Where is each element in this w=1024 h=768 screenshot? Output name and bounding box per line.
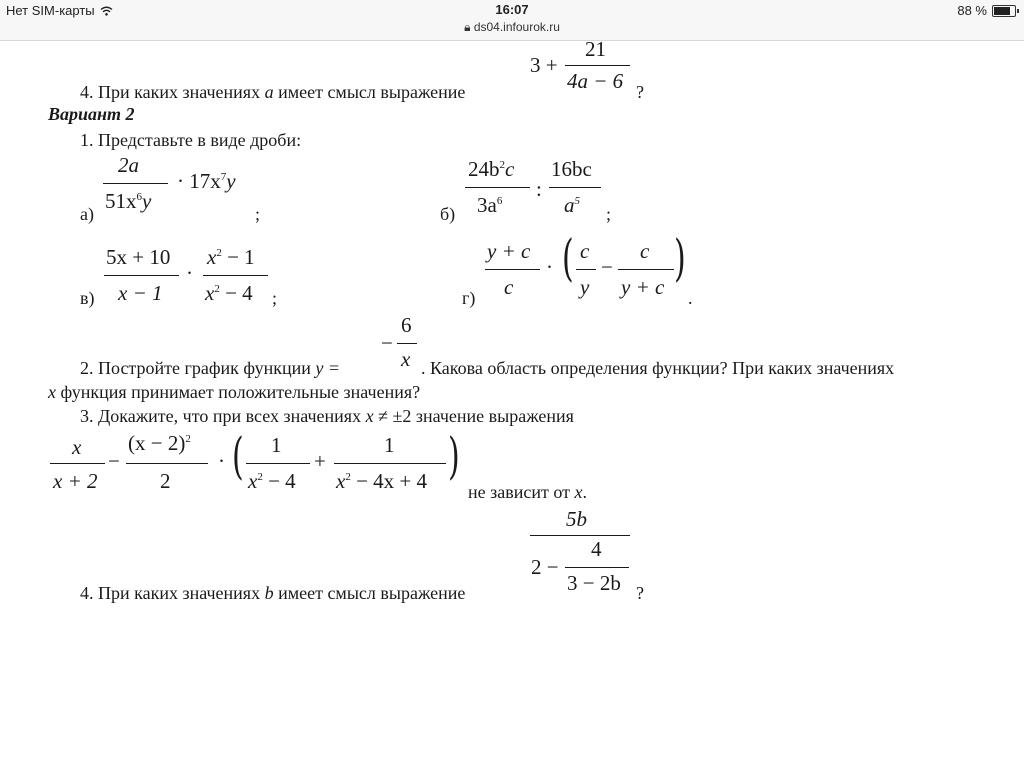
- status-bar: [0, 0, 1024, 41]
- v1-expr-num: 21: [585, 37, 606, 61]
- fraction-bar: [104, 275, 179, 276]
- q3-f1-num: x: [72, 435, 82, 459]
- q1b-end: ;: [606, 204, 612, 224]
- q3-plus: +: [314, 449, 326, 473]
- fraction-bar: [618, 269, 674, 270]
- q1b-den2: $a^5$: [564, 193, 580, 217]
- fraction-bar: [485, 269, 540, 270]
- q1a-end: ;: [255, 204, 261, 224]
- document-page: [0, 37, 1024, 768]
- carrier-label: Нет SIM-карты: [6, 3, 95, 18]
- q3-dot: ·: [218, 449, 225, 473]
- q1g-num2: c: [580, 239, 590, 263]
- q1a-factor: · $17x^7y$: [177, 169, 236, 193]
- q3-f1-den: x + 2: [53, 469, 98, 493]
- fraction-bar: [565, 567, 629, 568]
- v1-question-mark: ?: [636, 82, 644, 102]
- question-1-text: 1. Представьте в виде дроби:: [80, 130, 302, 150]
- battery-percent: 88 %: [957, 3, 987, 18]
- right-paren: ): [674, 229, 686, 287]
- q1v-den1: x − 1: [118, 281, 163, 305]
- q2-text-post: . Какова область определения функции? При каких значениях: [421, 358, 895, 378]
- fraction-bar: [126, 463, 208, 464]
- q1v-op: ·: [186, 261, 193, 285]
- fraction-bar: [103, 183, 168, 184]
- right-paren: ): [448, 427, 460, 485]
- q3-f4-den: $x^2 - 4x + 4$: [336, 469, 428, 493]
- q3-text: 3. Докажите, что при всех значениях x ≠ ±2 значение выражения: [80, 406, 574, 426]
- url-bar[interactable]: [0, 20, 1024, 35]
- q3-f2-den: 2: [160, 469, 171, 493]
- q1v-num1: 5x + 10: [106, 245, 171, 269]
- q1g-den1: c: [504, 275, 514, 299]
- fraction-bar: [465, 187, 530, 188]
- q1b-num2: 16bc: [551, 157, 592, 181]
- fraction-bar: [549, 187, 601, 188]
- variant-2-title: Вариант 2: [48, 104, 135, 124]
- q1g-end: .: [688, 288, 693, 308]
- fraction-bar: [397, 343, 417, 344]
- question-4-text: 4. При каких значениях b имеет смысл выражение: [80, 583, 466, 603]
- fraction-bar: [576, 269, 596, 270]
- left-paren: (: [232, 427, 244, 485]
- q1g-den2: y: [580, 275, 590, 299]
- q1a-label: а): [80, 204, 94, 224]
- left-paren: (: [562, 229, 574, 287]
- q3-tail: не зависит от x.: [468, 482, 587, 502]
- q2-num: 6: [401, 313, 412, 337]
- battery-tip: [1017, 9, 1019, 13]
- url-text[interactable]: ds04.infourok.ru: [473, 20, 560, 34]
- q1g-num3: c: [640, 239, 650, 263]
- q1b-op: :: [536, 177, 542, 201]
- q2-den: x: [401, 347, 411, 371]
- fraction-bar: [50, 463, 105, 464]
- q3-f3-den: $x^2 - 4$: [248, 469, 296, 493]
- q3-f2-num: $(x - 2)^2$: [128, 431, 191, 455]
- q3-f3-num: 1: [271, 433, 282, 457]
- q3-minus: −: [108, 449, 120, 473]
- v1-expr-den: 4a − 6: [567, 69, 624, 93]
- v1-expr-lead: 3 +: [530, 53, 558, 77]
- lock-icon: 🔒︎: [464, 20, 471, 34]
- q1b-den1: $3a^6$: [477, 193, 503, 217]
- q2-neg: −: [381, 331, 393, 355]
- q1v-label: в): [80, 288, 95, 308]
- q4-inner-den: 3 − 2b: [567, 571, 621, 595]
- fraction-bar: [203, 275, 268, 276]
- q1v-end: ;: [272, 288, 278, 308]
- q1g-minus: −: [601, 255, 613, 279]
- clock: 16:07: [495, 2, 529, 17]
- v1-question-4: 4. При каких значениях a имеет смысл выражение: [80, 82, 466, 102]
- battery-icon: [992, 5, 1016, 17]
- q2-text-pre: 2. Постройте график функции y =: [80, 358, 341, 378]
- fraction-bar: [246, 463, 310, 464]
- q1g-den3: y + c: [621, 275, 665, 299]
- q4-num: 5b: [566, 507, 587, 531]
- fraction-bar: [530, 535, 630, 536]
- q1a-num: 2a: [118, 153, 139, 177]
- q1g-label: г): [462, 288, 476, 308]
- q3-f4-num: 1: [384, 433, 395, 457]
- fraction-bar: [334, 463, 446, 464]
- q1v-den2: $x^2 - 4$: [205, 281, 253, 305]
- q1b-num1: $24b^2c$: [468, 157, 515, 181]
- q4-question-mark: ?: [636, 583, 644, 603]
- battery-status: [957, 3, 1016, 18]
- q1b-label: б): [440, 204, 456, 224]
- q2-line2: x функция принимает положительные значения?: [48, 382, 421, 402]
- q1g-num1: y + c: [487, 239, 531, 263]
- q4-lead: 2 −: [531, 555, 559, 579]
- q1a-den: $51x^6y$: [105, 189, 152, 213]
- q4-inner-num: 4: [591, 537, 602, 561]
- battery-fill: [994, 7, 1010, 15]
- fraction-bar: [565, 65, 630, 66]
- q1v-num2: $x^2 - 1$: [207, 245, 255, 269]
- q1g-op: ·: [546, 255, 553, 279]
